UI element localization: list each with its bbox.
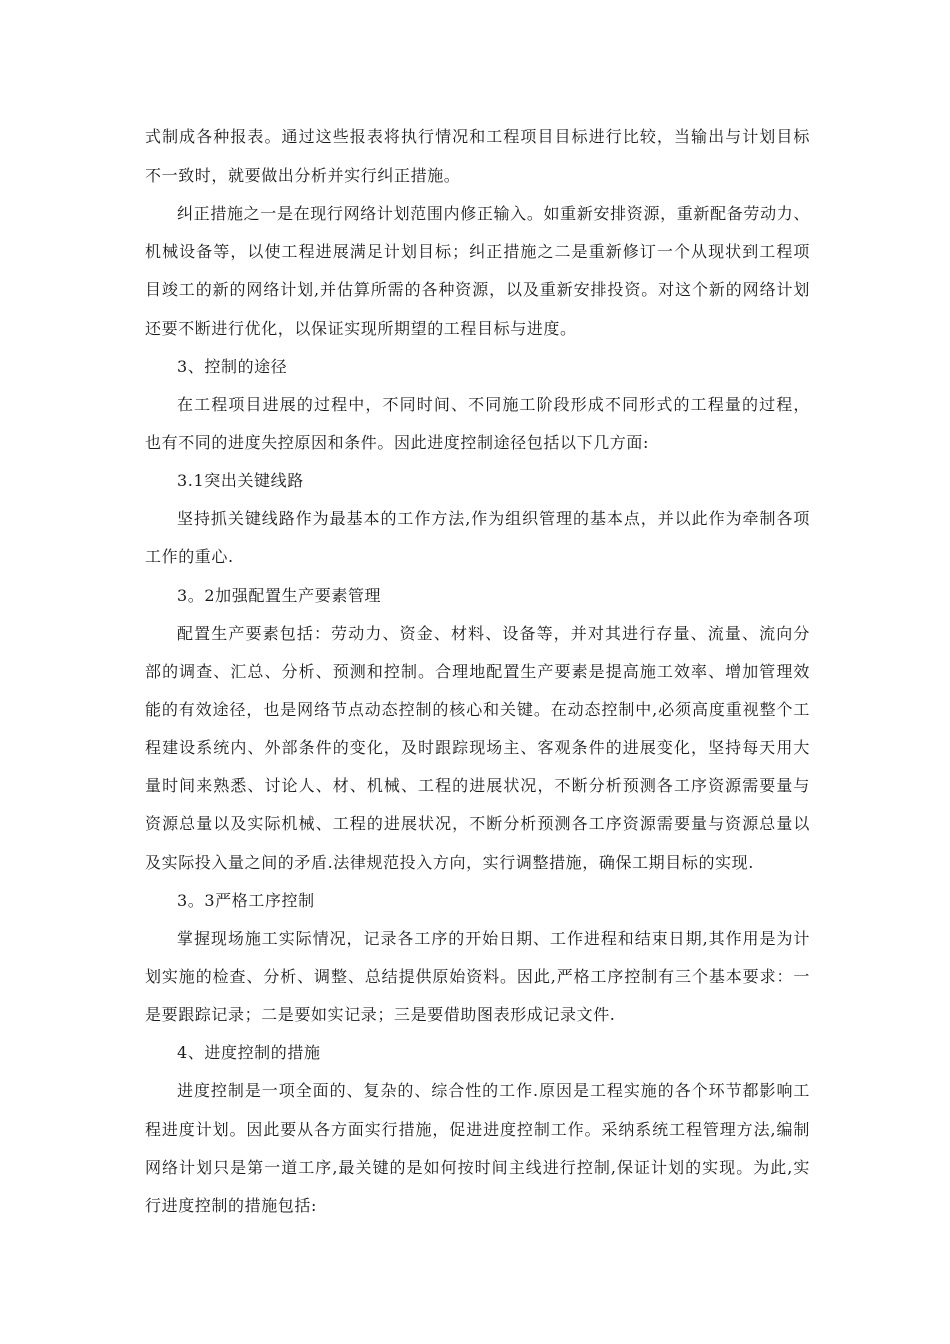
subsection-heading: 3。2加强配置生产要素管理 bbox=[177, 586, 382, 605]
text-line: 在工程项目进展的过程中，不同时间、不同施工阶段形成不同形式的工程量的过程， bbox=[177, 395, 810, 414]
text-line: 式制成各种报表。通过这些报表将执行情况和工程项目目标进行比较，当输出与计划目标 bbox=[145, 127, 810, 146]
text-line: 工作的重心. bbox=[145, 547, 234, 566]
text-line: 坚持抓关键线路作为最基本的工作方法,作为组织管理的基本点，并以此作为牵制各项 bbox=[177, 509, 810, 528]
section-heading: 4、进度控制的措施 bbox=[177, 1043, 321, 1062]
text-line: 量时间来熟悉、讨论人、材、机械、工程的进展状况，不断分析预测各工序资源需要量与 bbox=[145, 776, 810, 795]
text-line: 掌握现场施工实际情况，记录各工序的开始日期、工作进程和结束日期,其作用是为计 bbox=[177, 929, 810, 948]
text-line: 目竣工的新的网络计划,并估算所需的各种资源，以及重新安排投资。对这个新的网络计划 bbox=[145, 280, 810, 299]
section-heading: 3、控制的途径 bbox=[177, 357, 288, 376]
text-line: 能的有效途径，也是网络节点动态控制的核心和关键。在动态控制中,必须高度重视整个工 bbox=[145, 700, 810, 719]
text-line: 及实际投入量之间的矛盾.法律规范投入方向，实行调整措施，确保工期目标的实现. bbox=[145, 853, 754, 872]
text-line: 不一致时，就要做出分析并实行纠正措施。 bbox=[145, 166, 461, 185]
text-line: 是要跟踪记录；二是要如实记录；三是要借助图表形成记录文件. bbox=[145, 1005, 616, 1024]
text-line: 资源总量以及实际机械、工程的进展状况，不断分析预测各工序资源需要量与资源总量以 bbox=[145, 814, 810, 833]
text-line: 还要不断进行优化，以保证实现所期望的工程目标与进度。 bbox=[145, 319, 577, 338]
text-line: 程建设系统内、外部条件的变化，及时跟踪现场主、客观条件的进展变化，坚持每天用大 bbox=[145, 738, 810, 757]
text-line: 划实施的检查、分析、调整、总结提供原始资料。因此,严格工序控制有三个基本要求：一 bbox=[145, 967, 810, 986]
subsection-heading: 3.1突出关键线路 bbox=[177, 471, 304, 490]
text-line: 配置生产要素包括：劳动力、资金、材料、设备等，并对其进行存量、流量、流向分 bbox=[177, 624, 810, 643]
text-line: 也有不同的进度失控原因和条件。因此进度控制途径包括以下几方面: bbox=[145, 433, 649, 452]
text-line: 部的调查、汇总、分析、预测和控制。合理地配置生产要素是提高施工效率、增加管理效 bbox=[145, 662, 810, 681]
subsection-heading: 3。3严格工序控制 bbox=[177, 891, 315, 910]
text-line: 纠正措施之一是在现行网络计划范围内修正输入。如重新安排资源，重新配备劳动力、 bbox=[177, 204, 810, 223]
text-line: 程进度计划。因此要从各方面实行措施，促进进度控制工作。采纳系统工程管理方法,编制 bbox=[145, 1120, 810, 1139]
text-line: 进度控制是一项全面的、复杂的、综合性的工作.原因是工程实施的各个环节都影响工 bbox=[177, 1081, 810, 1100]
text-line: 机械设备等，以使工程进展满足计划目标；纠正措施之二是重新修订一个从现状到工程项 bbox=[145, 242, 810, 261]
text-line: 网络计划只是第一道工序,最关键的是如何按时间主线进行控制,保证计划的实现。为此,实 bbox=[145, 1158, 810, 1177]
text-line: 行进度控制的措施包括: bbox=[145, 1196, 317, 1215]
